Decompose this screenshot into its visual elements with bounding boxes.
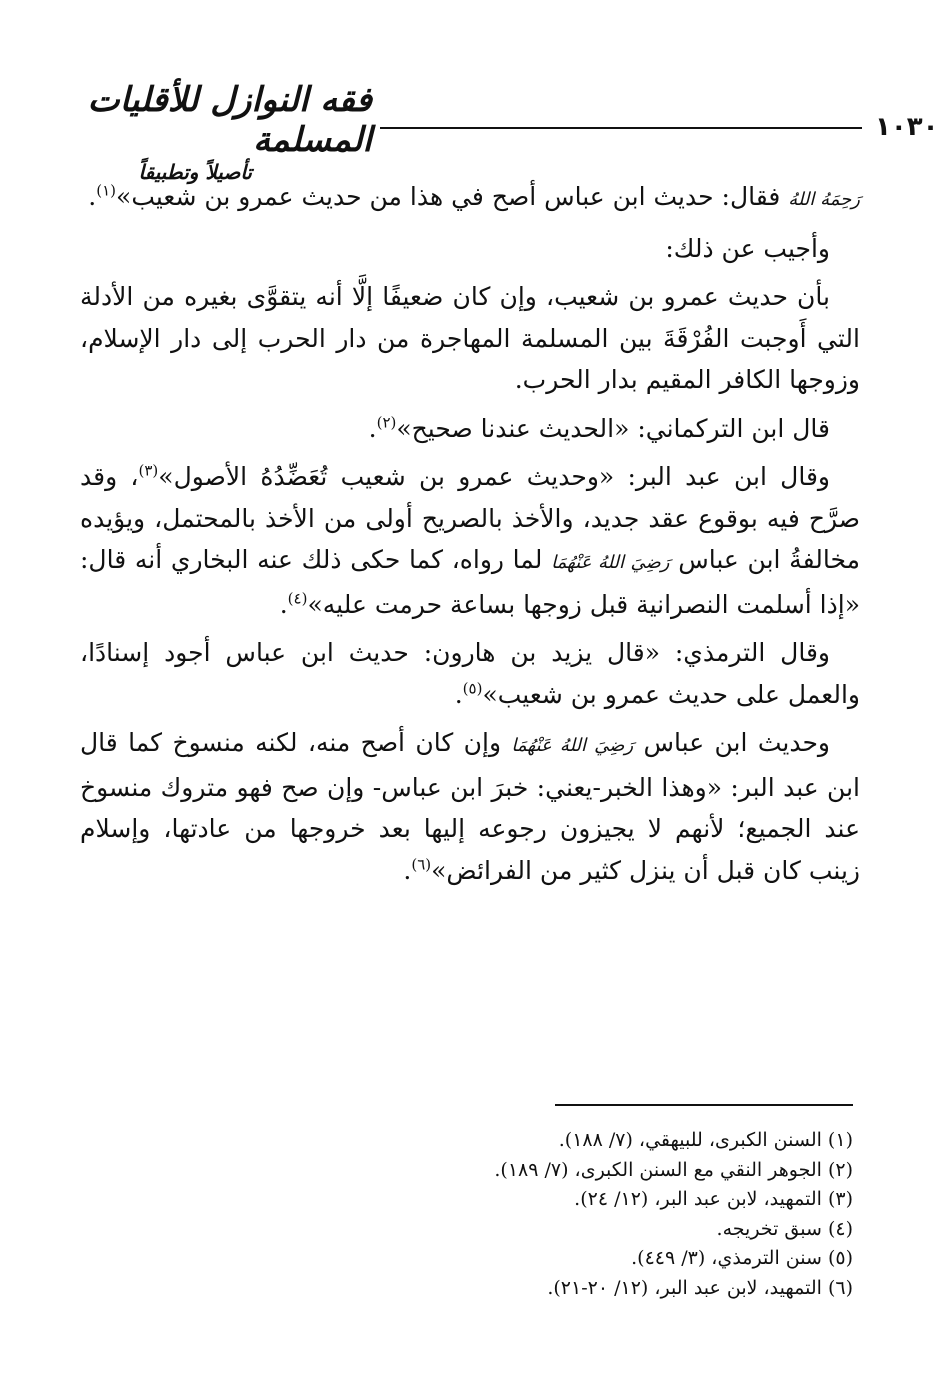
paragraph-6: وقال الترمذي: «قال يزيد بن هارون: حديث ابن عباس أجود إسنادًا، والعمل على حديث عمرو بن شعيب»$^{(٥)}$.	[80, 638, 860, 709]
footnote-3: (٣) التمهيد، لابن عبد البر، (١٢/ ٢٤).	[574, 1188, 853, 1210]
footnote-separator	[555, 1104, 853, 1106]
paragraph-4: قال ابن التركماني: «الحديث عندنا صحيح»$^{(٢)}$.	[368, 413, 830, 443]
page-header	[80, 80, 939, 184]
footnote-4: (٤) سبق تخريجه.	[716, 1217, 853, 1240]
honorific-phrase: رَضِيَ اللهُ عَنْهُمَا	[551, 552, 670, 573]
book-subtitle: تأصيلاً وتطبيقاً	[138, 160, 252, 184]
footnotes	[153, 1126, 853, 1303]
footnote-6: (٦) التمهيد، لابن عبد البر، (١٢/ ٢٠-٢١).	[547, 1276, 853, 1299]
book-title: فقه النوازل للأقليات المسلمة	[87, 80, 372, 160]
paragraph-3: بأن حديث عمرو بن شعيب، وإن كان ضعيفًا إلَّا أنه يتقوَّى بغيره من الأدلة التي أَوجبت الفُرْقَةَ بين المسلمة المهاجرة من دار الحرب إلى دار الإسلام، وزوجها الكافر المقيم بدار الحرب.	[80, 282, 860, 394]
footnote-ref: (١)	[96, 181, 117, 200]
footnote-2: (٢) الجوهر النقي مع السنن الكبرى، (٧/ ١٨٩).	[494, 1158, 853, 1181]
honorific-phrase: رَحِمَهُ اللهُ	[788, 189, 860, 210]
main-text	[80, 176, 860, 891]
paragraph-2: وأجيب عن ذلك:	[665, 233, 830, 263]
header-rule	[380, 127, 862, 129]
book-title-logo	[80, 80, 372, 184]
footnote-ref: (٤)	[287, 589, 308, 608]
footnote-ref: (٥)	[462, 679, 483, 698]
honorific-phrase: رَضِيَ اللهُ عَنْهُمَا	[511, 735, 634, 756]
footnote-ref: (٢)	[376, 413, 397, 432]
paragraph-1: رَحِمَهُ اللهُ فقال: حديث ابن عباس أصح في هذا من حديث عمرو بن شعيب»$^{(١)}$.	[88, 181, 860, 211]
footnote-5: (٥) سنن الترمذي، (٣/ ٤٤٩).	[631, 1247, 853, 1269]
footnote-ref: (٣)	[138, 461, 159, 480]
paragraph-7: وحديث ابن عباس رَضِيَ اللهُ عَنْهُمَا وإن كان أصح منه، لكنه منسوخ كما قال ابن عبد البر: «وهذا الخبر-يعني: خبرَ ابن عباس- وإن صح فهو متروك منسوخ عند الجميع؛ لأنهم لا يجيزون رجوعه إليها بعد خروجها من عادتها، وإسلام زينب كان قبل أن ينزل كثير من الفرائض»$^{(٦)}$.	[80, 728, 860, 885]
footnote-1: (١) السنن الكبرى، للبيهقي، (٧/ ١٨٨).	[558, 1129, 853, 1151]
page-number: ١٠٣٠	[875, 112, 939, 142]
paragraph-5: وقال ابن عبد البر: «وحديث عمرو بن شعيب تُعَضِّدُهُ الأصول»$^{(٣)}$، وقد صرَّح فيه بوقوع عقد جديد، والأخذ بالصريح أولى من الأخذ بالمحتمل، ويؤيده مخالفةُ ابن عباس رَضِيَ اللهُ عَنْهُمَا لما رواه، كما حكى ذلك عنه البخاري أنه قال: «إذا أسلمت النصرانية قبل زوجها بساعة حرمت عليه»$^{(٤)}$.	[80, 461, 860, 619]
footnote-ref: (٦)	[411, 855, 432, 874]
